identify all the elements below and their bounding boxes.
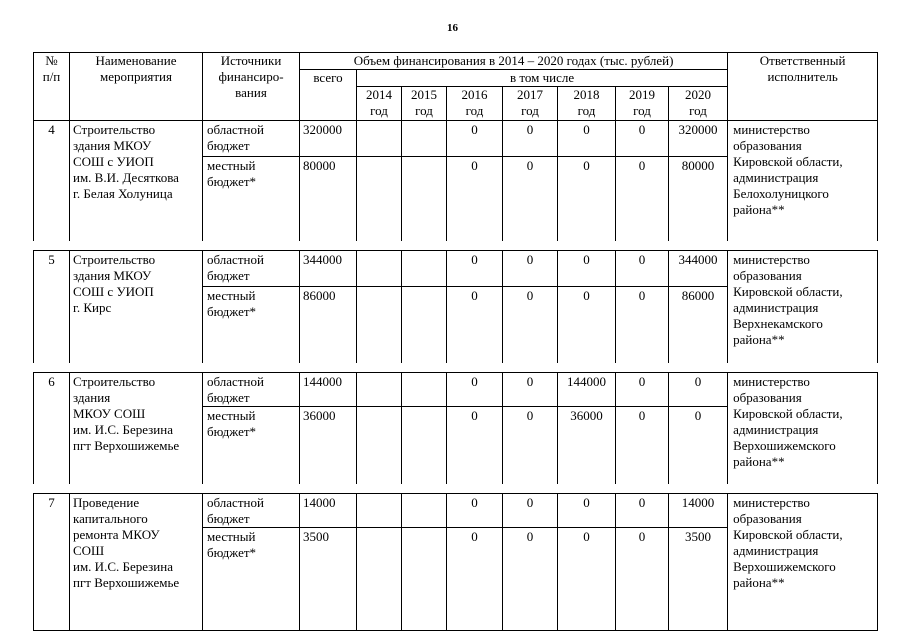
total-value: 86000 <box>300 286 357 363</box>
value-2017: 0 <box>503 527 558 630</box>
responsible-executor: министерство образования Кировской области, администрация Верхнекамского района** <box>728 250 878 363</box>
measure-name: Строительство здания МКОУ СОШ с УИОП г. Кирс <box>70 250 203 363</box>
value-2018: 144000 <box>558 373 616 407</box>
row-num: 7 <box>34 493 70 630</box>
source-label: областной бюджет <box>203 250 300 286</box>
value-2020: 86000 <box>669 286 728 363</box>
value-2014 <box>357 493 402 527</box>
header-volume: Объем финансирования в 2014 – 2020 годах (тыс. рублей) <box>300 53 728 70</box>
table-row <box>34 373 878 407</box>
value-2020: 320000 <box>669 121 728 157</box>
source-label: областной бюджет <box>203 373 300 407</box>
value-2018: 0 <box>558 493 616 527</box>
header-year-2017: 2017 год <box>503 87 558 121</box>
value-2020: 344000 <box>669 250 728 286</box>
value-2016: 0 <box>447 121 503 157</box>
total-value: 14000 <box>300 493 357 527</box>
value-2015 <box>402 121 447 157</box>
value-2015 <box>402 493 447 527</box>
value-2019: 0 <box>616 527 669 630</box>
header-year-2019: 2019 год <box>616 87 669 121</box>
header-total: всего <box>300 70 357 121</box>
responsible-executor: министерство образования Кировской области, администрация Верхошижемского района** <box>728 493 878 630</box>
value-2018: 0 <box>558 250 616 286</box>
table-row <box>34 121 878 157</box>
row-num: 6 <box>34 373 70 484</box>
table-row <box>34 493 878 527</box>
value-2019: 0 <box>616 157 669 241</box>
value-2020: 14000 <box>669 493 728 527</box>
header-year-2016: 2016 год <box>447 87 503 121</box>
page-number: 16 <box>447 22 458 34</box>
value-2015 <box>402 286 447 363</box>
row-num: 4 <box>34 121 70 241</box>
responsible-executor: министерство образования Кировской области, администрация Верхошижемского района** <box>728 373 878 484</box>
header-sources: Источники финансиро- вания <box>203 53 300 121</box>
value-2014 <box>357 250 402 286</box>
row-num: 5 <box>34 250 70 363</box>
header-year-2018: 2018 год <box>558 87 616 121</box>
measure-name: Строительство здания МКОУ СОШ им. И.С. Березина пгт Верхошижемье <box>70 373 203 484</box>
value-2015 <box>402 407 447 484</box>
measure-name: Проведение капитального ремонта МКОУ СОШ им. И.С. Березина пгт Верхошижемье <box>70 493 203 630</box>
value-2018: 0 <box>558 527 616 630</box>
total-value: 344000 <box>300 250 357 286</box>
header-year-2020: 2020 год <box>669 87 728 121</box>
total-value: 320000 <box>300 121 357 157</box>
source-label: местный бюджет* <box>203 527 300 630</box>
value-2018: 0 <box>558 121 616 157</box>
source-label: областной бюджет <box>203 493 300 527</box>
value-2014 <box>357 121 402 157</box>
total-value: 80000 <box>300 157 357 241</box>
total-value: 144000 <box>300 373 357 407</box>
value-2017: 0 <box>503 250 558 286</box>
source-label: местный бюджет* <box>203 286 300 363</box>
value-2020: 3500 <box>669 527 728 630</box>
value-2016: 0 <box>447 157 503 241</box>
value-2017: 0 <box>503 493 558 527</box>
value-2014 <box>357 286 402 363</box>
total-value: 3500 <box>300 527 357 630</box>
value-2015 <box>402 527 447 630</box>
value-2014 <box>357 157 402 241</box>
total-value: 36000 <box>300 407 357 484</box>
value-2019: 0 <box>616 286 669 363</box>
value-2017: 0 <box>503 373 558 407</box>
table-row <box>34 250 878 286</box>
financing-table <box>33 52 878 631</box>
value-2017: 0 <box>503 286 558 363</box>
header-including: в том числе <box>357 70 728 87</box>
value-2020: 0 <box>669 407 728 484</box>
value-2014 <box>357 373 402 407</box>
value-2018: 0 <box>558 286 616 363</box>
value-2015 <box>402 373 447 407</box>
value-2019: 0 <box>616 373 669 407</box>
value-2017: 0 <box>503 407 558 484</box>
value-2016: 0 <box>447 527 503 630</box>
value-2017: 0 <box>503 121 558 157</box>
value-2016: 0 <box>447 493 503 527</box>
value-2015 <box>402 157 447 241</box>
header-responsible: Ответственный исполнитель <box>728 53 878 121</box>
value-2019: 0 <box>616 250 669 286</box>
value-2015 <box>402 250 447 286</box>
value-2018: 0 <box>558 157 616 241</box>
value-2020: 80000 <box>669 157 728 241</box>
value-2018: 36000 <box>558 407 616 484</box>
value-2016: 0 <box>447 286 503 363</box>
value-2014 <box>357 527 402 630</box>
source-label: местный бюджет* <box>203 157 300 241</box>
value-2016: 0 <box>447 407 503 484</box>
measure-name: Строительство здания МКОУ СОШ с УИОП им. В.И. Десяткова г. Белая Холуница <box>70 121 203 241</box>
header-year-2015: 2015 год <box>402 87 447 121</box>
source-label: местный бюджет* <box>203 407 300 484</box>
responsible-executor: министерство образования Кировской области, администрация Белохолуницкого района** <box>728 121 878 241</box>
value-2019: 0 <box>616 121 669 157</box>
header-year-2014: 2014 год <box>357 87 402 121</box>
header-name: Наименование мероприятия <box>70 53 203 121</box>
value-2016: 0 <box>447 373 503 407</box>
value-2017: 0 <box>503 157 558 241</box>
value-2019: 0 <box>616 407 669 484</box>
value-2016: 0 <box>447 250 503 286</box>
value-2014 <box>357 407 402 484</box>
value-2020: 0 <box>669 373 728 407</box>
header-num: № п/п <box>34 53 70 121</box>
source-label: областной бюджет <box>203 121 300 157</box>
value-2019: 0 <box>616 493 669 527</box>
